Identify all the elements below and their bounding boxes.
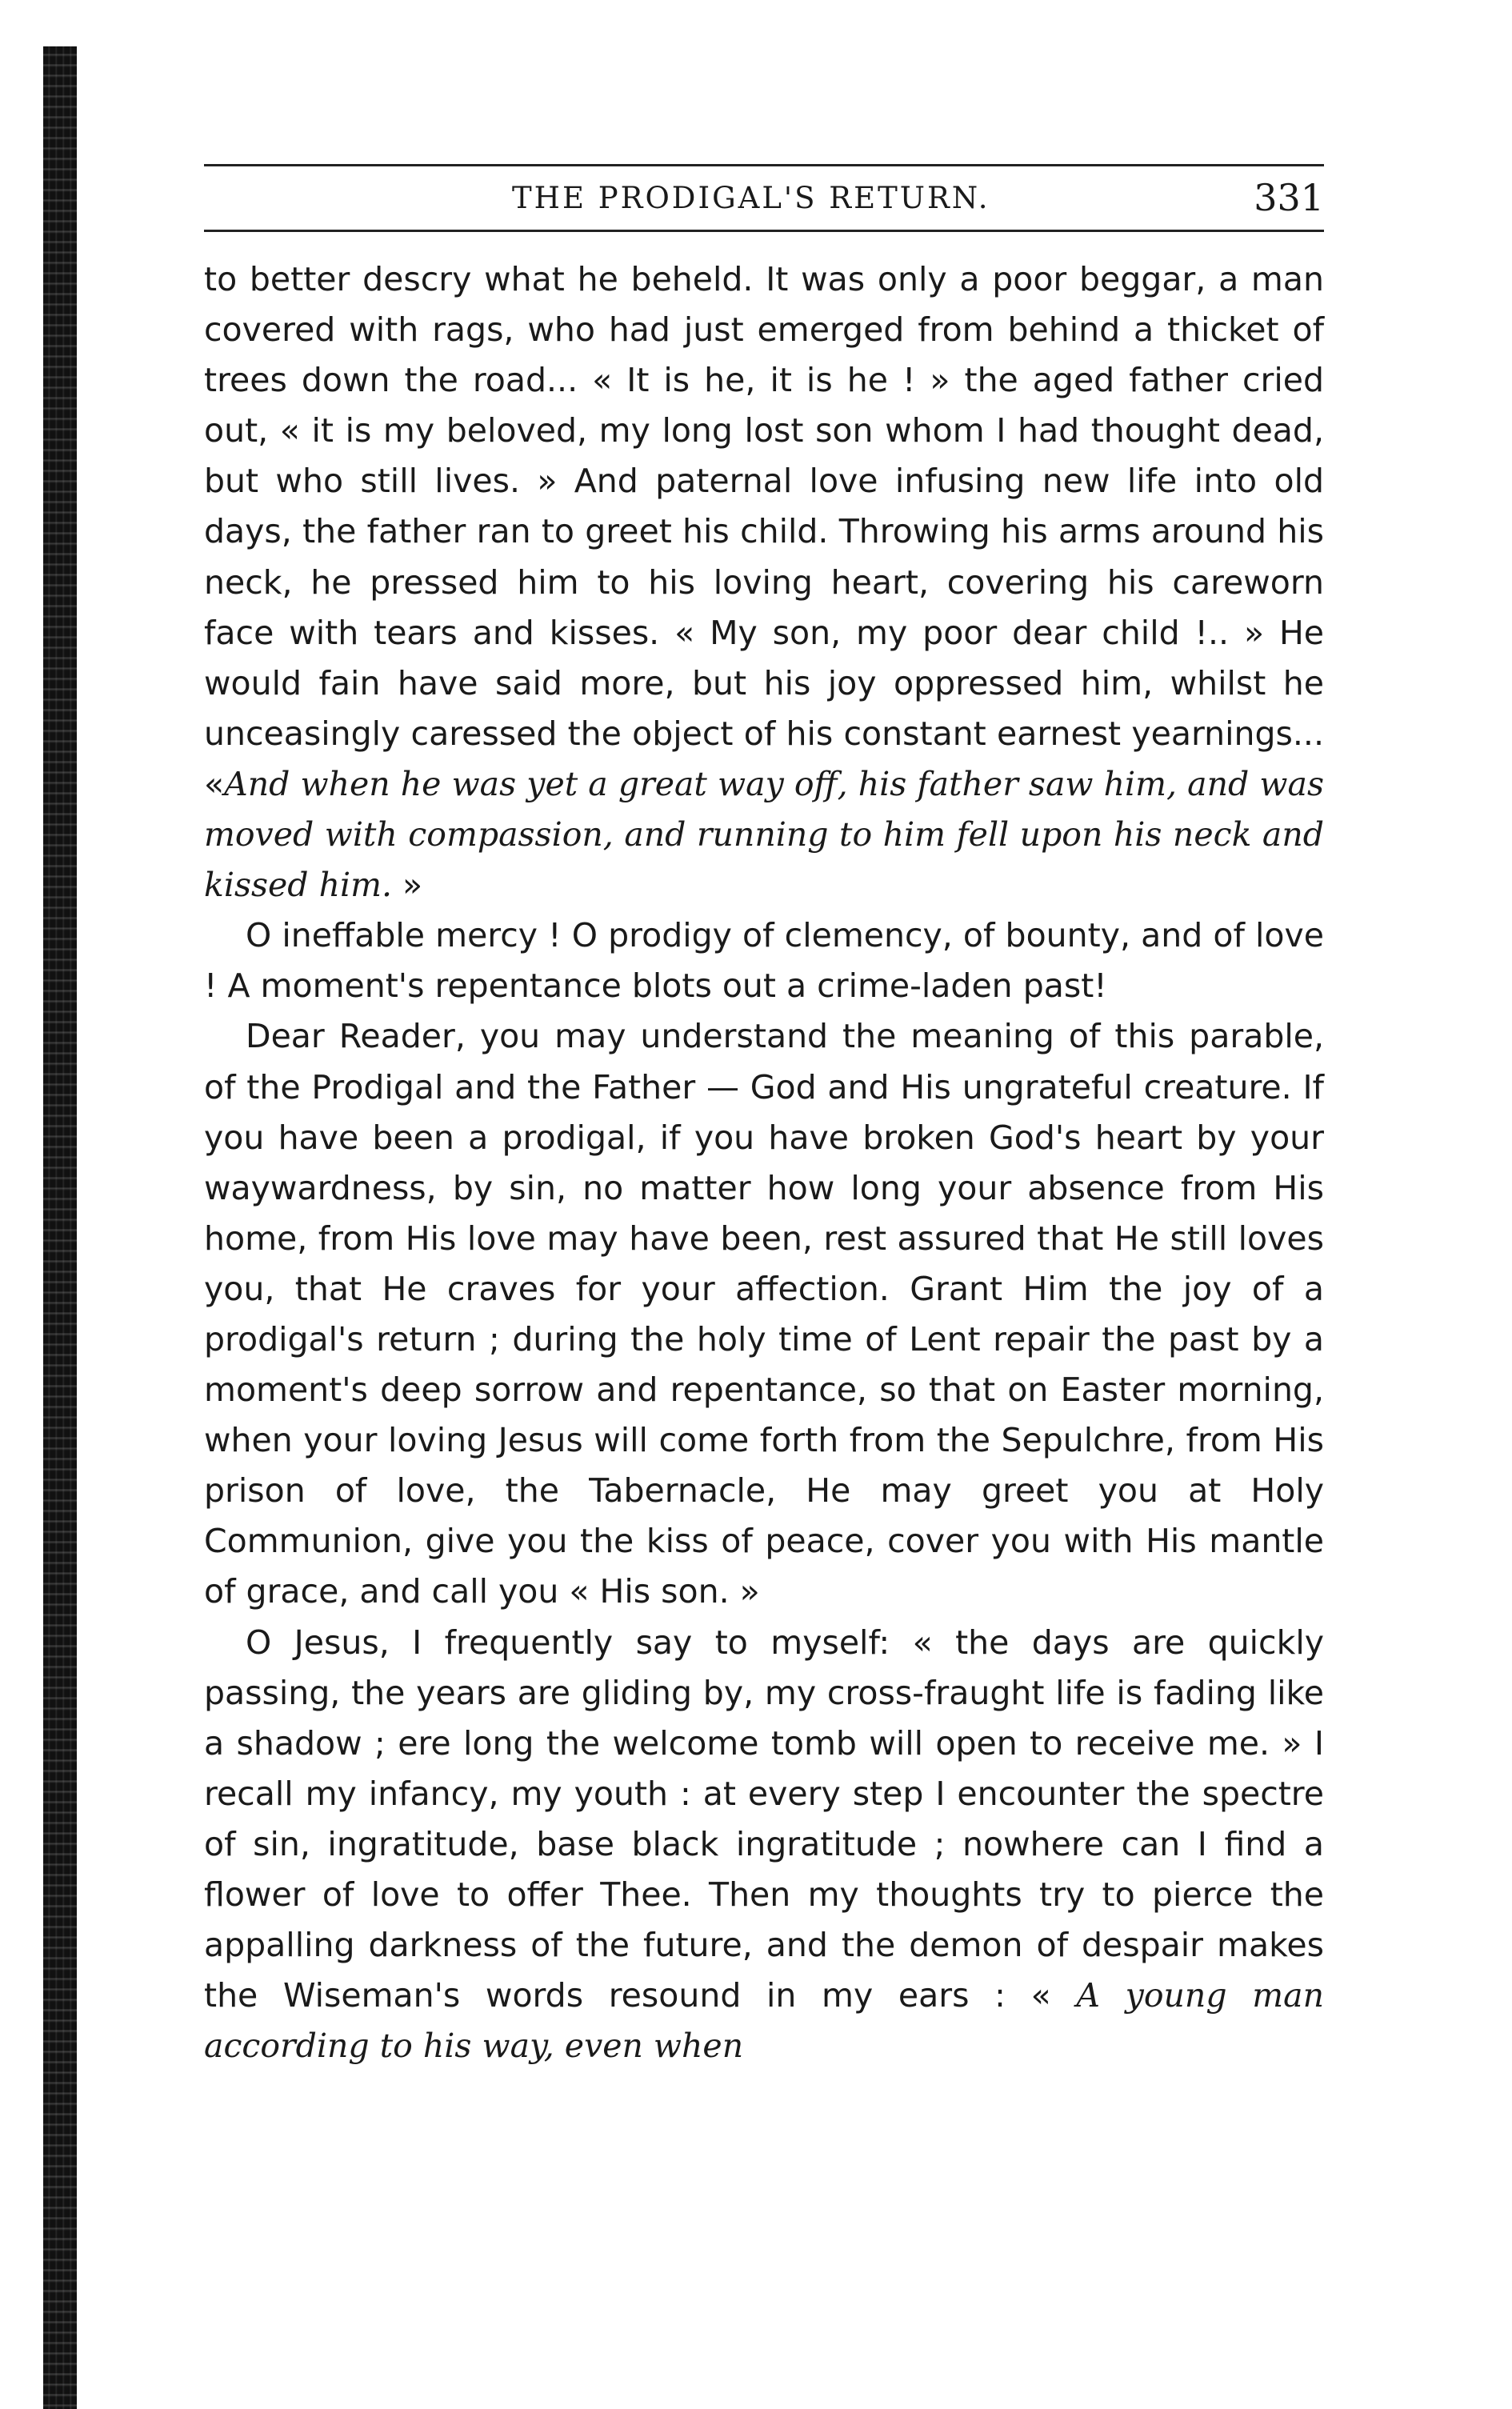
paragraph-4-text: O Jesus, I frequently say to myself: « the days are quickly passing, the years are gliding by, my cross-fraught life is fading like a shadow ; ere long the welcome tomb will open to receive me. » I recall my infancy, my youth : at every step I encounter the spectre of sin, ingratitude, base black ingratitude ; nowhere can I find a flower of love to offer Thee. Then my thoughts try to pierce the appalling darkness of the future, and the demon of despair makes the Wiseman's words resound in my ears : «: [204, 1623, 1324, 2015]
paragraph-3: Dear Reader, you may understand the meaning of this parable, of the Prodigal and the Father — God and His ungrateful creature. If you have been a prodigal, if you have broken God's heart by your waywardness, by sin, no matter how long your absence from His home, from His love may have been, rest assured that He still loves you, that He craves for your affection. Grant Him the joy of a prodigal's return ; during the holy time of Lent repair the past by a moment's deep sorrow and repentance, so that on Easter morning, when your loving Jesus will come forth from the Sepulchre, from His prison of love, the Tabernacle, He may greet you at Holy Communion, give you the kiss of peace, cover you with His mantle of grace, and call you « His son. »: [204, 1017, 1324, 1611]
paragraph-1-text: to better descry what he beheld. It was only a poor beggar, a man covered with rags, who had just emerged from behind a thicket of trees down the road... « It is he, it is he ! » the aged father cried out, « it is my beloved, my long lost son whom I had thought dead, but who still lives. » And paternal love infusing new life into old days, the father ran to greet his child. Throwing his arms around his neck, he pressed him to his loving heart, covering his careworn face with tears and kisses. « My son, my poor dear child !.. » He would fain have said more, but his joy oppressed him, whilst he unceasingly caressed the object of his constant earnest yearnings... «: [204, 260, 1324, 803]
running-head: [204, 168, 1324, 224]
header-rule-top: [204, 164, 1324, 166]
page-number: 331: [1254, 176, 1324, 219]
paragraph-1: [204, 254, 1324, 910]
scripture-quote-italic: And when he was yet a great way off, his father saw him, and was moved with compassion, and running to him fell upon his neck and kissed him.: [204, 764, 1324, 905]
paragraph-1-close: »: [392, 866, 423, 905]
paragraph-4: [204, 1618, 1324, 2072]
header-rule-bottom: [204, 230, 1324, 232]
body-text: [204, 254, 1324, 2071]
wiseman-quote-italic: A young man according to his way, even when: [204, 1976, 1324, 2066]
spine-texture: [43, 46, 77, 2409]
paragraph-2: O ineffable mercy ! O prodigy of clemency, of bounty, and of love ! A moment's repentance blots out a crime-laden past!: [204, 916, 1324, 1006]
running-title: THE PRODIGAL'S RETURN.: [512, 181, 990, 215]
